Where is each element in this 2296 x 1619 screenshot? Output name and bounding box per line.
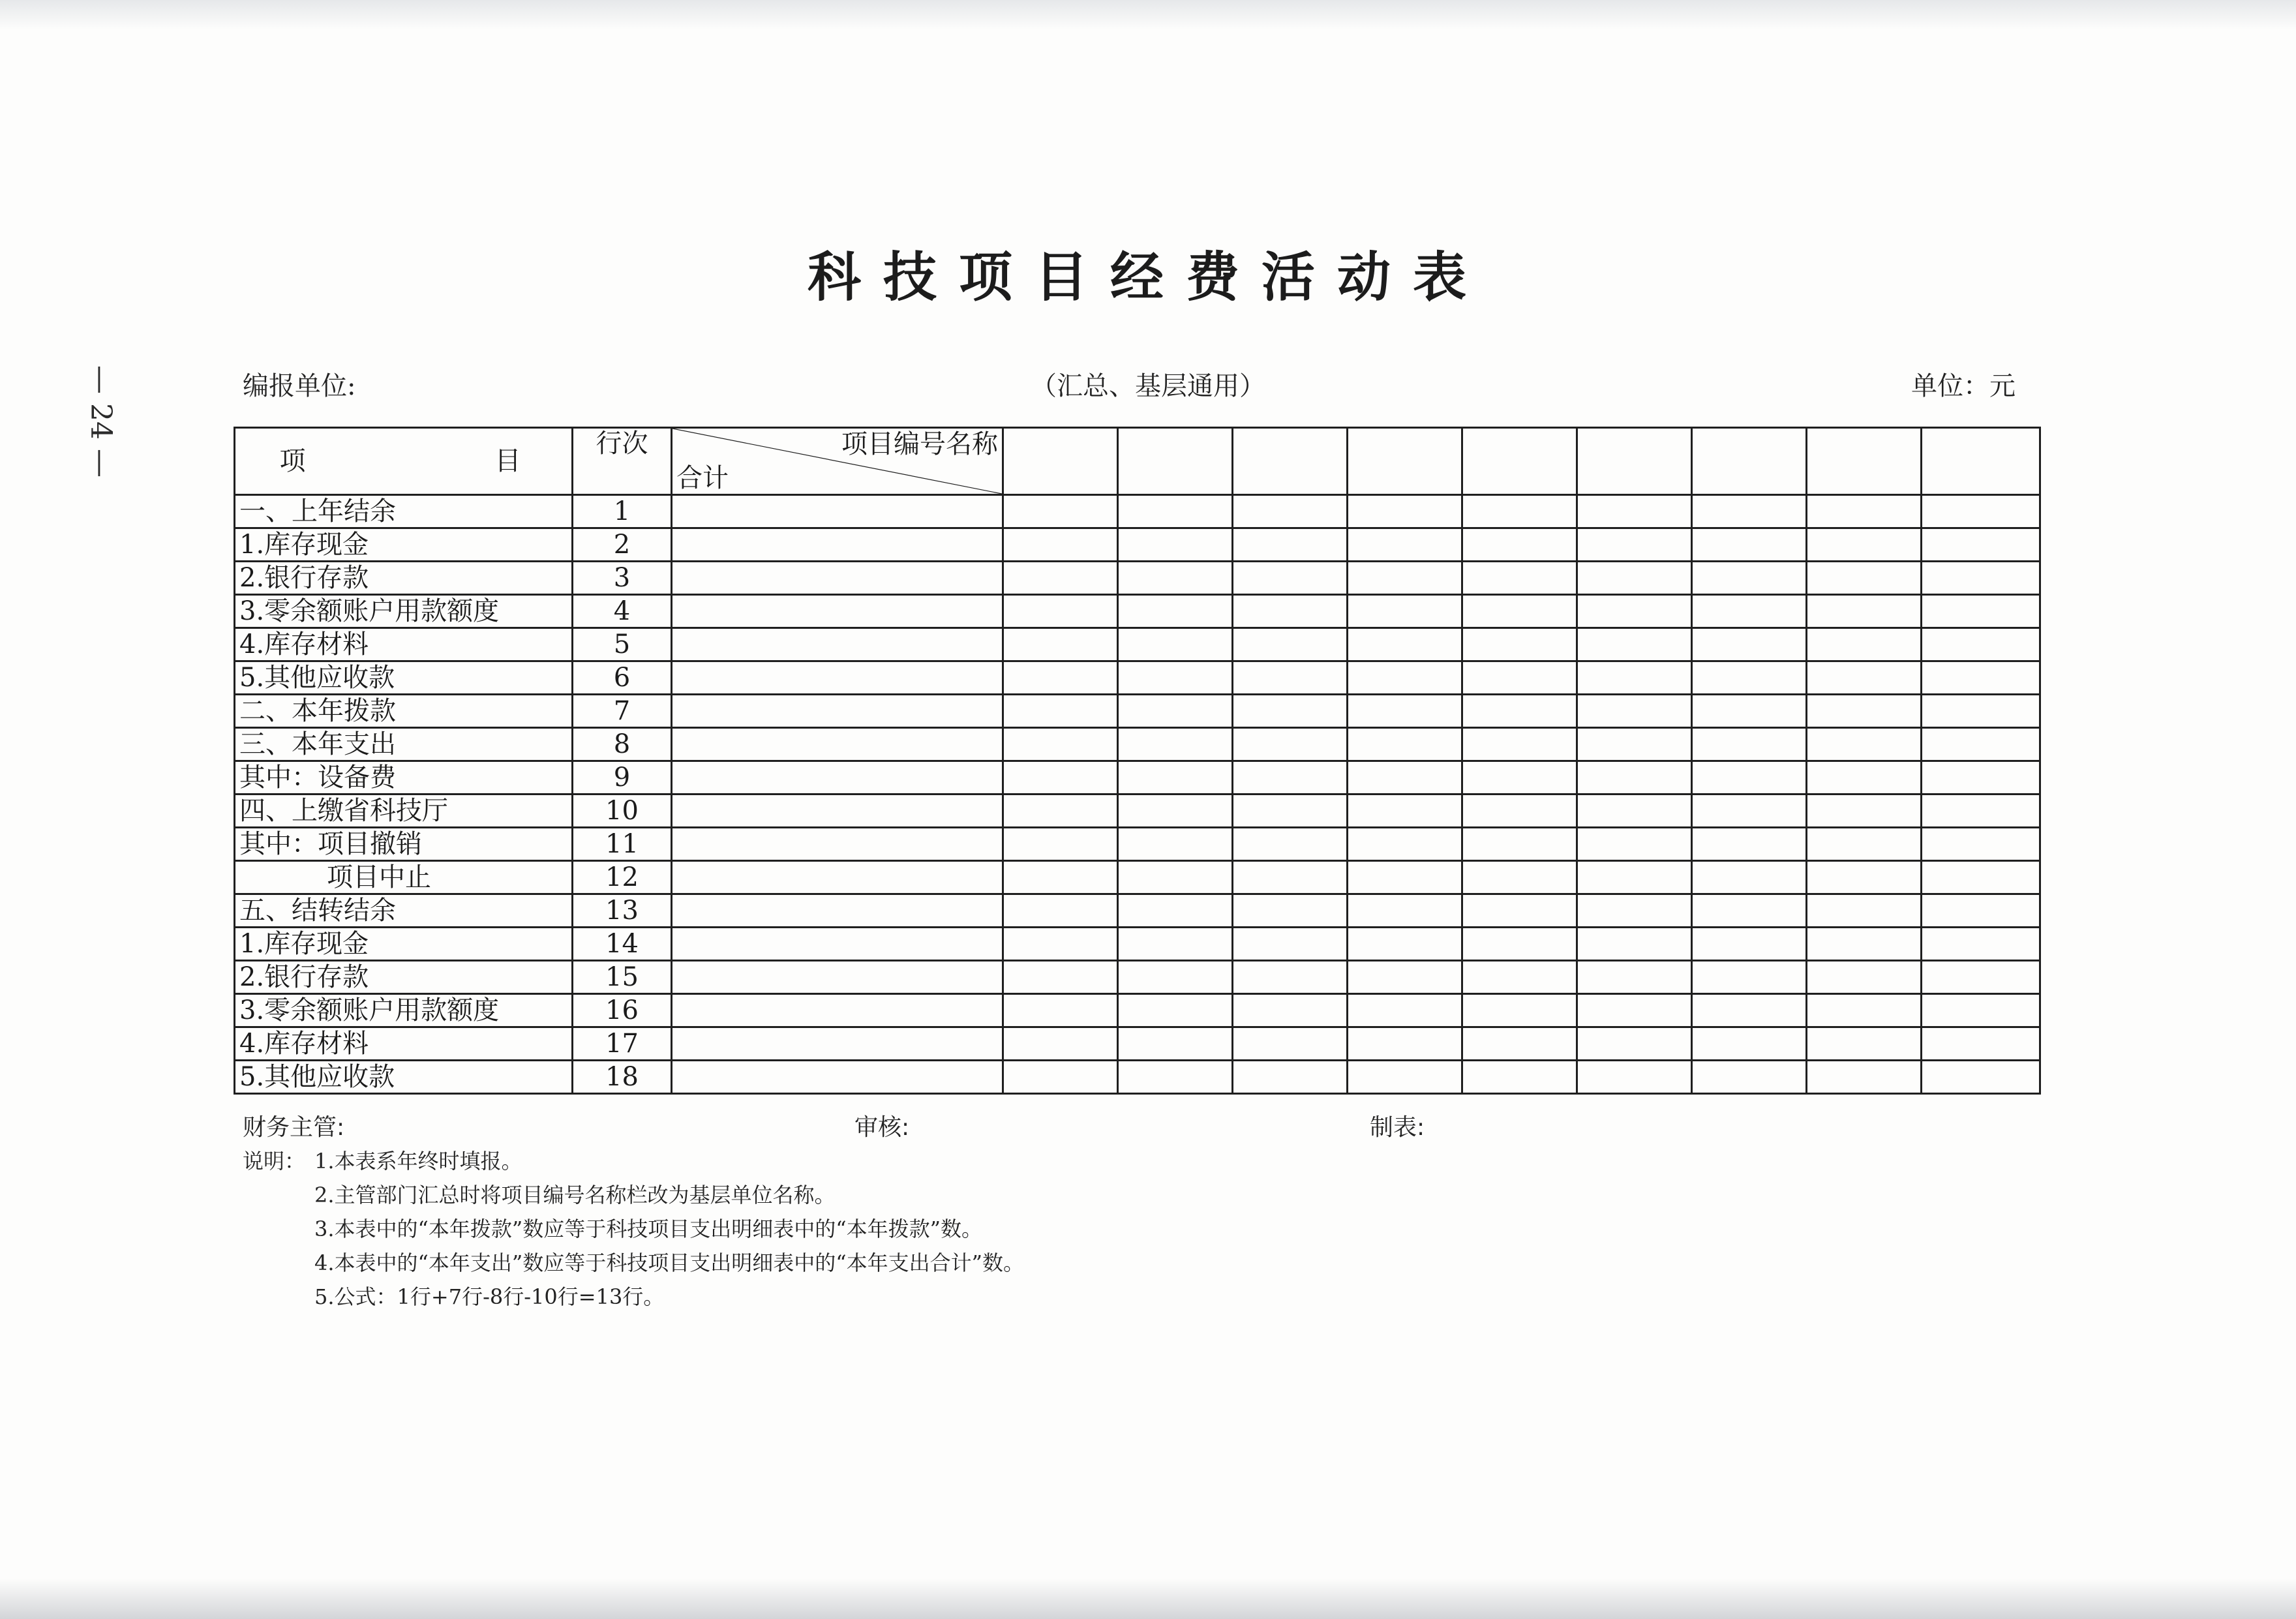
project-value-cell[interactable] [1233, 994, 1348, 1027]
row-item-label: 1.库存现金 [235, 928, 573, 961]
total-cell[interactable] [672, 595, 1003, 628]
project-value-cell[interactable] [1462, 661, 1577, 695]
project-value-cell[interactable] [1233, 595, 1348, 628]
project-column-header[interactable] [1348, 428, 1462, 495]
project-value-cell[interactable] [1233, 728, 1348, 761]
table-header-row [235, 428, 2040, 495]
reviewer-label: 审核: [854, 1114, 910, 1141]
project-value-cell[interactable] [1003, 528, 1118, 562]
project-value-cell[interactable] [1577, 595, 1692, 628]
notes-section [243, 1144, 1024, 1314]
total-cell[interactable] [672, 1061, 1003, 1094]
row-number: 14 [573, 928, 672, 961]
header-project-name: 项目编号名称 [841, 429, 998, 459]
project-value-cell[interactable] [1922, 728, 2040, 761]
table-row [235, 994, 2040, 1027]
project-value-cell[interactable] [1233, 1027, 1348, 1061]
project-value-cell[interactable] [1807, 961, 1922, 994]
project-value-cell[interactable] [1003, 595, 1118, 628]
project-value-cell[interactable] [1233, 861, 1348, 894]
project-column-header[interactable] [1922, 428, 2040, 495]
project-value-cell[interactable] [1348, 928, 1462, 961]
project-value-cell[interactable] [1577, 794, 1692, 828]
project-value-cell[interactable] [1692, 961, 1807, 994]
table-row [235, 961, 2040, 994]
table-row [235, 1061, 2040, 1094]
project-value-cell[interactable] [1003, 828, 1118, 861]
project-value-cell[interactable] [1462, 961, 1577, 994]
table-row [235, 562, 2040, 595]
project-value-cell[interactable] [1922, 794, 2040, 828]
project-value-cell[interactable] [1348, 628, 1462, 661]
project-value-cell[interactable] [1233, 961, 1348, 994]
row-item-label: 3.零余额账户用款额度 [235, 595, 573, 628]
page-number: — 24 — [84, 365, 117, 477]
project-value-cell[interactable] [1462, 595, 1577, 628]
project-value-cell[interactable] [1692, 528, 1807, 562]
project-value-cell[interactable] [1118, 761, 1233, 794]
header-total: 合计 [676, 463, 729, 493]
row-item-label: 三、本年支出 [235, 728, 573, 761]
note-item [243, 1212, 1024, 1246]
project-value-cell[interactable] [1118, 562, 1233, 595]
project-value-cell[interactable] [1807, 695, 1922, 728]
total-cell[interactable] [672, 628, 1003, 661]
row-number: 1 [573, 495, 672, 528]
project-value-cell[interactable] [1003, 1061, 1118, 1094]
project-column-header[interactable] [1692, 428, 1807, 495]
project-value-cell[interactable] [1922, 828, 2040, 861]
table-row [235, 695, 2040, 728]
project-value-cell[interactable] [1348, 828, 1462, 861]
project-value-cell[interactable] [1233, 495, 1348, 528]
project-value-cell[interactable] [1807, 861, 1922, 894]
table-row [235, 861, 2040, 894]
project-value-cell[interactable] [1233, 894, 1348, 928]
row-number: 6 [573, 661, 672, 695]
row-item-label: 1.库存现金 [235, 528, 573, 562]
project-value-cell[interactable] [1577, 894, 1692, 928]
project-value-cell[interactable] [1692, 794, 1807, 828]
reporting-unit-label: 编报单位: [243, 371, 356, 401]
project-value-cell[interactable] [1807, 595, 1922, 628]
row-number: 15 [573, 961, 672, 994]
row-item-label: 3.零余额账户用款额度 [235, 994, 573, 1027]
total-cell[interactable] [672, 861, 1003, 894]
total-cell[interactable] [672, 562, 1003, 595]
project-value-cell[interactable] [1922, 928, 2040, 961]
note-text: 5.公式：1行+7行-8行-10行=13行。 [314, 1284, 665, 1309]
project-value-cell[interactable] [1348, 1061, 1462, 1094]
project-value-cell[interactable] [1348, 961, 1462, 994]
project-value-cell[interactable] [1348, 728, 1462, 761]
row-number: 9 [573, 761, 672, 794]
project-value-cell[interactable] [1348, 994, 1462, 1027]
project-value-cell[interactable] [1233, 1061, 1348, 1094]
table-row [235, 495, 2040, 528]
project-value-cell[interactable] [1462, 861, 1577, 894]
project-value-cell[interactable] [1922, 894, 2040, 928]
project-value-cell[interactable] [1348, 562, 1462, 595]
project-column-header[interactable] [1577, 428, 1692, 495]
project-value-cell[interactable] [1003, 894, 1118, 928]
table-row [235, 928, 2040, 961]
project-value-cell[interactable] [1003, 728, 1118, 761]
project-value-cell[interactable] [1233, 628, 1348, 661]
project-value-cell[interactable] [1692, 728, 1807, 761]
project-value-cell[interactable] [1003, 495, 1118, 528]
project-column-header[interactable] [1233, 428, 1348, 495]
total-cell[interactable] [672, 794, 1003, 828]
project-value-cell[interactable] [1692, 661, 1807, 695]
project-value-cell[interactable] [1462, 828, 1577, 861]
project-value-cell[interactable] [1118, 728, 1233, 761]
row-number: 10 [573, 794, 672, 828]
table-row [235, 628, 2040, 661]
project-value-cell[interactable] [1118, 928, 1233, 961]
project-value-cell[interactable] [1807, 828, 1922, 861]
project-value-cell[interactable] [1462, 728, 1577, 761]
note-text: 4.本表中的“本年支出”数应等于科技项目支出明细表中的“本年支出合计”数。 [314, 1250, 1024, 1275]
row-item-label: 5.其他应收款 [235, 661, 573, 695]
project-value-cell[interactable] [1577, 728, 1692, 761]
scan-edge-bottom [0, 1579, 2296, 1619]
project-value-cell[interactable] [1118, 994, 1233, 1027]
project-column-header[interactable] [1003, 428, 1118, 495]
project-value-cell[interactable] [1233, 794, 1348, 828]
note-text: 1.本表系年终时填报。 [314, 1149, 522, 1173]
project-value-cell[interactable] [1577, 562, 1692, 595]
project-value-cell[interactable] [1692, 495, 1807, 528]
project-value-cell[interactable] [1003, 961, 1118, 994]
project-value-cell[interactable] [1348, 761, 1462, 794]
table-row [235, 828, 2040, 861]
total-cell[interactable] [672, 495, 1003, 528]
project-value-cell[interactable] [1577, 628, 1692, 661]
project-value-cell[interactable] [1348, 894, 1462, 928]
project-value-cell[interactable] [1922, 695, 2040, 728]
project-value-cell[interactable] [1233, 695, 1348, 728]
project-value-cell[interactable] [1348, 495, 1462, 528]
table-row [235, 761, 2040, 794]
table-row [235, 894, 2040, 928]
project-value-cell[interactable] [1462, 562, 1577, 595]
row-number: 13 [573, 894, 672, 928]
project-value-cell[interactable] [1118, 1027, 1233, 1061]
project-value-cell[interactable] [1922, 661, 2040, 695]
project-value-cell[interactable] [1462, 794, 1577, 828]
project-value-cell[interactable] [1348, 794, 1462, 828]
project-value-cell[interactable] [1692, 1027, 1807, 1061]
total-cell[interactable] [672, 1027, 1003, 1061]
total-cell[interactable] [672, 528, 1003, 562]
row-number: 7 [573, 695, 672, 728]
project-value-cell[interactable] [1692, 628, 1807, 661]
row-number: 16 [573, 994, 672, 1027]
table-row [235, 1027, 2040, 1061]
project-value-cell[interactable] [1118, 628, 1233, 661]
row-number: 3 [573, 562, 672, 595]
note-item [243, 1178, 1024, 1212]
project-value-cell[interactable] [1692, 828, 1807, 861]
header-row-number: 行次 [573, 428, 672, 495]
table-row [235, 794, 2040, 828]
project-value-cell[interactable] [1922, 628, 2040, 661]
project-value-cell[interactable] [1118, 695, 1233, 728]
project-value-cell[interactable] [1462, 628, 1577, 661]
total-cell[interactable] [672, 761, 1003, 794]
project-value-cell[interactable] [1348, 695, 1462, 728]
project-value-cell[interactable] [1692, 894, 1807, 928]
project-value-cell[interactable] [1577, 1027, 1692, 1061]
project-value-cell[interactable] [1807, 528, 1922, 562]
project-value-cell[interactable] [1348, 661, 1462, 695]
project-value-cell[interactable] [1003, 695, 1118, 728]
project-value-cell[interactable] [1118, 528, 1233, 562]
project-value-cell[interactable] [1577, 761, 1692, 794]
project-value-cell[interactable] [1692, 1061, 1807, 1094]
project-value-cell[interactable] [1922, 495, 2040, 528]
project-value-cell[interactable] [1807, 928, 1922, 961]
row-item-label: 其中：设备费 [235, 761, 573, 794]
note-text: 3.本表中的“本年拨款”数应等于科技项目支出明细表中的“本年拨款”数。 [314, 1217, 982, 1241]
currency-unit: 单位：元 [1911, 371, 2016, 401]
project-value-cell[interactable] [1807, 562, 1922, 595]
note-item [243, 1246, 1024, 1280]
project-value-cell[interactable] [1577, 1061, 1692, 1094]
project-value-cell[interactable] [1922, 595, 2040, 628]
project-value-cell[interactable] [1118, 661, 1233, 695]
project-value-cell[interactable] [1003, 628, 1118, 661]
project-value-cell[interactable] [1462, 695, 1577, 728]
project-value-cell[interactable] [1807, 1027, 1922, 1061]
project-value-cell[interactable] [1003, 928, 1118, 961]
row-item-label: 2.银行存款 [235, 961, 573, 994]
table-row [235, 728, 2040, 761]
project-value-cell[interactable] [1922, 562, 2040, 595]
project-value-cell[interactable] [1692, 928, 1807, 961]
project-value-cell[interactable] [1577, 495, 1692, 528]
project-value-cell[interactable] [1577, 994, 1692, 1027]
project-value-cell[interactable] [1807, 1061, 1922, 1094]
project-column-header[interactable] [1118, 428, 1233, 495]
row-item-label: 二、本年拨款 [235, 695, 573, 728]
row-number: 11 [573, 828, 672, 861]
project-value-cell[interactable] [1118, 495, 1233, 528]
project-value-cell[interactable] [1462, 528, 1577, 562]
row-item-label: 项目中止 [235, 861, 573, 894]
document-title: 科技项目经费活动表 [807, 247, 1488, 309]
header-diagonal-cell [672, 428, 1003, 495]
row-number: 12 [573, 861, 672, 894]
table-row [235, 661, 2040, 695]
project-value-cell[interactable] [1118, 828, 1233, 861]
form-subtitle: （汇总、基层通用） [1031, 371, 1265, 401]
row-item-label: 4.库存材料 [235, 1027, 573, 1061]
project-value-cell[interactable] [1922, 994, 2040, 1027]
project-value-cell[interactable] [1692, 861, 1807, 894]
project-value-cell[interactable] [1462, 495, 1577, 528]
row-item-label: 2.银行存款 [235, 562, 573, 595]
project-value-cell[interactable] [1807, 661, 1922, 695]
project-value-cell[interactable] [1577, 661, 1692, 695]
project-value-cell[interactable] [1577, 861, 1692, 894]
project-value-cell[interactable] [1118, 794, 1233, 828]
table-row [235, 528, 2040, 562]
project-value-cell[interactable] [1233, 528, 1348, 562]
project-value-cell[interactable] [1233, 761, 1348, 794]
row-item-label: 一、上年结余 [235, 495, 573, 528]
project-value-cell[interactable] [1807, 761, 1922, 794]
project-value-cell[interactable] [1577, 928, 1692, 961]
project-value-cell[interactable] [1692, 994, 1807, 1027]
total-cell[interactable] [672, 728, 1003, 761]
project-value-cell[interactable] [1462, 928, 1577, 961]
finance-head-label: 财务主管: [243, 1114, 345, 1141]
project-value-cell[interactable] [1692, 695, 1807, 728]
project-value-cell[interactable] [1692, 761, 1807, 794]
total-cell[interactable] [672, 894, 1003, 928]
project-value-cell[interactable] [1807, 994, 1922, 1027]
notes-label: 说明： [243, 1149, 306, 1173]
project-value-cell[interactable] [1922, 528, 2040, 562]
project-value-cell[interactable] [1003, 794, 1118, 828]
total-cell[interactable] [672, 928, 1003, 961]
project-value-cell[interactable] [1577, 828, 1692, 861]
total-cell[interactable] [672, 661, 1003, 695]
row-item-label: 其中：项目撤销 [235, 828, 573, 861]
total-cell[interactable] [672, 695, 1003, 728]
project-value-cell[interactable] [1118, 961, 1233, 994]
project-value-cell[interactable] [1692, 595, 1807, 628]
row-item-label: 四、上缴省科技厅 [235, 794, 573, 828]
note-item [243, 1144, 1024, 1178]
project-value-cell[interactable] [1348, 595, 1462, 628]
note-text: 2.主管部门汇总时将项目编号名称栏改为基层单位名称。 [314, 1183, 836, 1207]
preparer-label: 制表: [1370, 1114, 1425, 1141]
project-value-cell[interactable] [1462, 1027, 1577, 1061]
total-cell[interactable] [672, 994, 1003, 1027]
project-value-cell[interactable] [1233, 928, 1348, 961]
row-item-label: 4.库存材料 [235, 628, 573, 661]
row-number: 4 [573, 595, 672, 628]
project-value-cell[interactable] [1692, 562, 1807, 595]
project-value-cell[interactable] [1807, 628, 1922, 661]
project-value-cell[interactable] [1462, 894, 1577, 928]
project-value-cell[interactable] [1348, 528, 1462, 562]
project-value-cell[interactable] [1348, 861, 1462, 894]
project-column-header[interactable] [1462, 428, 1577, 495]
project-value-cell[interactable] [1118, 894, 1233, 928]
project-value-cell[interactable] [1462, 994, 1577, 1027]
project-value-cell[interactable] [1003, 861, 1118, 894]
project-value-cell[interactable] [1118, 1061, 1233, 1094]
project-value-cell[interactable] [1003, 1027, 1118, 1061]
project-value-cell[interactable] [1233, 661, 1348, 695]
project-value-cell[interactable] [1348, 1027, 1462, 1061]
project-value-cell[interactable] [1577, 528, 1692, 562]
row-number: 5 [573, 628, 672, 661]
row-number: 17 [573, 1027, 672, 1061]
project-value-cell[interactable] [1233, 562, 1348, 595]
note-item [243, 1280, 1024, 1314]
project-value-cell[interactable] [1807, 794, 1922, 828]
row-number: 8 [573, 728, 672, 761]
header-item: 项 目 [235, 428, 573, 495]
project-value-cell[interactable] [1462, 1061, 1577, 1094]
project-value-cell[interactable] [1922, 861, 2040, 894]
project-value-cell[interactable] [1577, 695, 1692, 728]
funding-activity-table [234, 427, 2041, 1095]
project-value-cell[interactable] [1922, 761, 2040, 794]
project-value-cell[interactable] [1462, 761, 1577, 794]
table-row [235, 595, 2040, 628]
total-cell[interactable] [672, 961, 1003, 994]
project-value-cell[interactable] [1003, 761, 1118, 794]
project-value-cell[interactable] [1577, 961, 1692, 994]
project-value-cell[interactable] [1003, 661, 1118, 695]
project-value-cell[interactable] [1807, 728, 1922, 761]
row-number: 18 [573, 1061, 672, 1094]
project-value-cell[interactable] [1003, 562, 1118, 595]
project-value-cell[interactable] [1233, 828, 1348, 861]
project-column-header[interactable] [1807, 428, 1922, 495]
project-value-cell[interactable] [1922, 1061, 2040, 1094]
project-value-cell[interactable] [1807, 495, 1922, 528]
project-value-cell[interactable] [1807, 894, 1922, 928]
project-value-cell[interactable] [1118, 861, 1233, 894]
project-value-cell[interactable] [1922, 1027, 2040, 1061]
row-item-label: 5.其他应收款 [235, 1061, 573, 1094]
project-value-cell[interactable] [1118, 595, 1233, 628]
project-value-cell[interactable] [1003, 994, 1118, 1027]
scan-edge-top [0, 0, 2296, 30]
project-value-cell[interactable] [1922, 961, 2040, 994]
row-number: 2 [573, 528, 672, 562]
row-item-label: 五、结转结余 [235, 894, 573, 928]
total-cell[interactable] [672, 828, 1003, 861]
